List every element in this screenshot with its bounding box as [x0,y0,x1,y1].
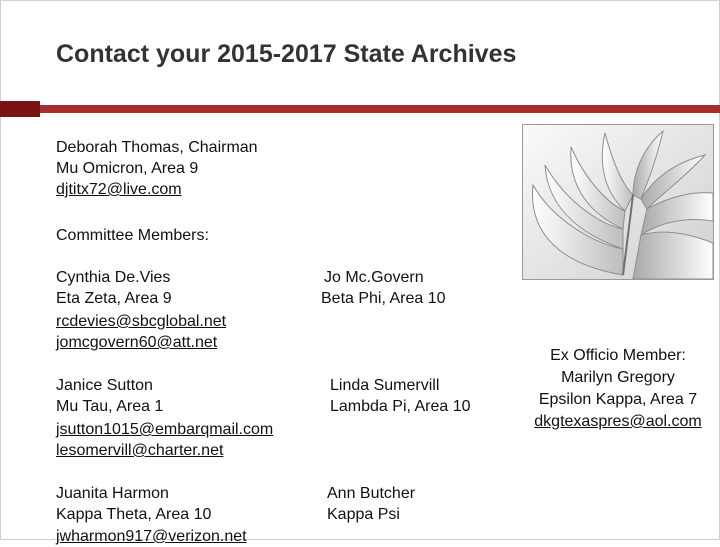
member-email-link[interactable]: jsutton1015@embarqmail.com [56,421,274,438]
ex-officio-heading: Ex Officio Member: [550,347,686,364]
member-name: Juanita Harmon [56,485,169,502]
ex-officio-block [520,345,716,433]
member-name: Jo Mc.Govern [324,269,424,286]
chairman-email-link[interactable]: djtitx72@live.com [56,181,182,198]
member-chapter: Kappa Theta, Area 10 [56,506,212,523]
open-book-icon [523,125,713,279]
member-name: Linda Sumervill [330,377,440,394]
title-rule-accent [0,101,40,117]
title-rule [40,105,720,113]
chairman-chapter: Mu Omicron, Area 9 [56,160,199,177]
member-name: Ann Butcher [327,485,416,502]
member-chapter: Beta Phi, Area 10 [321,290,446,307]
ex-officio-chapter: Epsilon Kappa, Area 7 [538,391,698,408]
member-name: Cynthia De.Vies [56,269,171,286]
member-email-link[interactable]: lesomervill@charter.net [56,442,224,459]
member-chapter: Mu Tau, Area 1 [56,398,164,415]
ex-officio-email-link[interactable]: dkgtexaspres@aol.com [534,413,702,430]
member-name: Janice Sutton [56,377,153,394]
member-chapter: Lambda Pi, Area 10 [330,398,471,415]
page-title: Contact your 2015-2017 State Archives [56,40,517,68]
ex-officio-name: Marilyn Gregory [561,369,675,386]
member-chapter: Eta Zeta, Area 9 [56,290,172,307]
member-email-link[interactable]: jwharmon917@verizon.net [56,528,247,545]
committee-heading: Committee Members: [56,227,209,244]
open-book-image [522,124,714,280]
member-chapter: Kappa Psi [327,506,400,523]
chairman-name: Deborah Thomas, Chairman [56,139,258,156]
member-email-link[interactable]: rcdevies@sbcglobal.net [56,313,227,330]
member-email-link[interactable]: jomcgovern60@att.net [56,334,218,351]
